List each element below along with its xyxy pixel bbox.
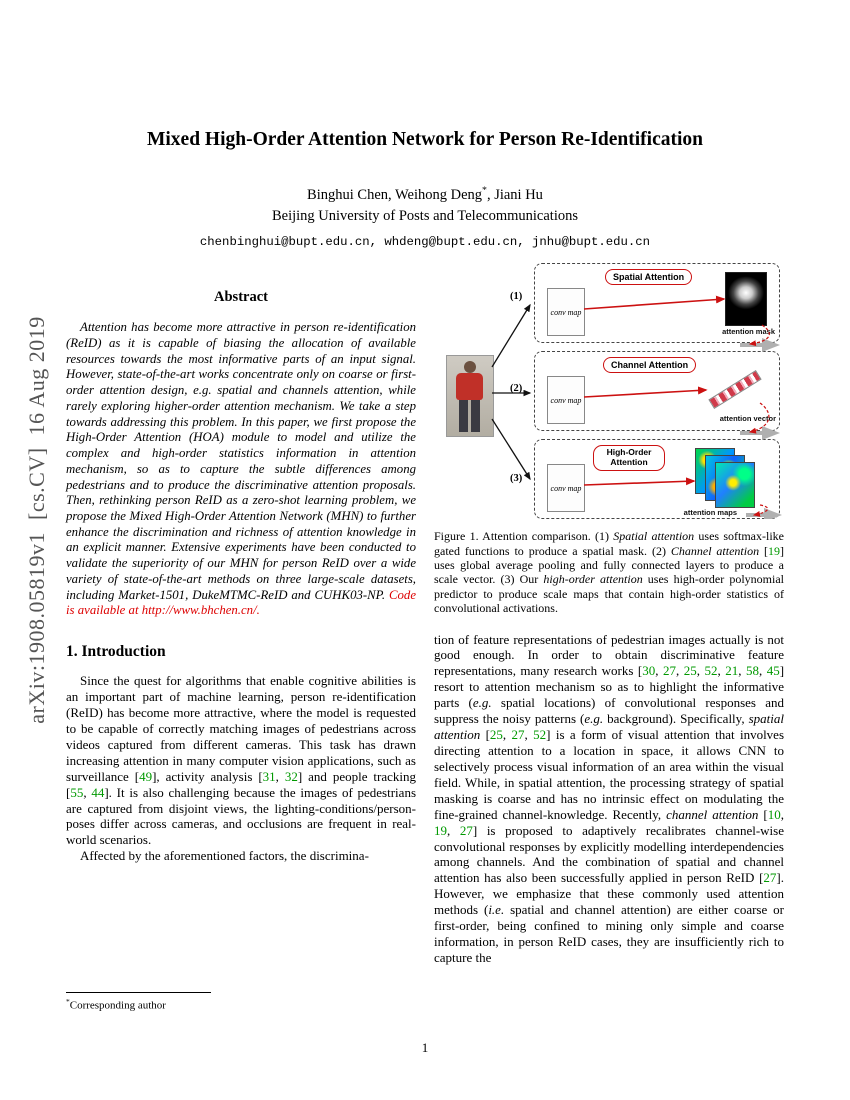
citation-link[interactable]: 10 bbox=[767, 806, 781, 822]
citation-link[interactable]: 45 bbox=[766, 663, 780, 679]
text-segment: , bbox=[675, 663, 684, 679]
panel-number-1: (1) bbox=[510, 291, 523, 303]
citation-link[interactable]: 25 bbox=[683, 663, 697, 679]
attention-vector-image bbox=[708, 370, 761, 409]
citation-link[interactable]: 32 bbox=[284, 768, 298, 784]
text-segment: Corresponding author bbox=[69, 999, 166, 1012]
text-segment: , bbox=[758, 663, 767, 679]
text-segment: ]. It is also challenging because the images of pedestrians are captured from disjoint views, the lighting-conditions/person-poses differ across cameras, and occlusions are frequent in real-world scenarios. bbox=[66, 784, 416, 848]
citation-link[interactable]: 25 bbox=[489, 727, 503, 743]
figure-1-caption bbox=[434, 529, 784, 615]
citation-link[interactable]: 31 bbox=[262, 768, 276, 784]
citation-link[interactable]: 52 bbox=[704, 663, 718, 679]
citation-link[interactable]: 27 bbox=[511, 727, 525, 743]
text-segment: high-order attention bbox=[543, 572, 643, 587]
pedestrian-legs bbox=[459, 400, 480, 432]
text-segment: Figure 1. Attention comparison. (1) bbox=[434, 529, 614, 544]
text-segment: ] is proposed to adaptively recalibrates channel-wise convolutional responses by explicitly modelling interdependencies among channels. And the combination of spatial and channel attention has also been successfully applied in person ReID [ bbox=[434, 822, 784, 886]
citation-link[interactable]: 44 bbox=[91, 784, 105, 800]
text-segment: , Jiani Hu bbox=[486, 187, 543, 204]
high-order-attention-label: High-Order Attention bbox=[593, 445, 665, 471]
text-segment: [ bbox=[480, 727, 490, 743]
citation-link[interactable]: 55 bbox=[70, 784, 84, 800]
text-segment: , bbox=[275, 768, 285, 784]
text-segment: spatial and channel attention) are either coarse or first-order, being confined to mining only simple and coarse information, in person ReID cases, they are insufficiently rich to capture the bbox=[434, 902, 784, 965]
authors-line bbox=[0, 185, 850, 204]
section-heading-introduction: 1. Introduction bbox=[66, 643, 166, 661]
text-segment: , bbox=[524, 727, 534, 743]
citation-link[interactable]: 19 bbox=[434, 822, 447, 838]
conv-map-label: conv map bbox=[550, 307, 582, 317]
text-segment: * bbox=[482, 185, 487, 197]
text-segment: background). Specifically, bbox=[603, 711, 749, 727]
affiliation-line: Beijing University of Posts and Telecommunications bbox=[271, 208, 578, 225]
text-segment: channel attention bbox=[666, 806, 759, 822]
paper-header bbox=[0, 0, 850, 249]
citation-link[interactable]: 21 bbox=[725, 663, 739, 679]
text-segment: , bbox=[696, 663, 705, 679]
text-segment: , bbox=[655, 663, 663, 679]
text-segment: , bbox=[717, 663, 726, 679]
right-column bbox=[434, 263, 784, 966]
text-segment: e.g. bbox=[584, 711, 604, 727]
text-segment: * bbox=[66, 996, 70, 1006]
citation-link[interactable]: 52 bbox=[533, 727, 547, 743]
footnote-rule bbox=[66, 992, 211, 993]
attention-vector-caption: attention vector bbox=[719, 414, 776, 424]
panel-number-3: (3) bbox=[510, 473, 523, 485]
figure-1 bbox=[434, 263, 784, 615]
attention-mask-image bbox=[725, 272, 767, 326]
citation-link[interactable]: 27 bbox=[763, 870, 777, 886]
text-segment: i.e. bbox=[488, 902, 505, 918]
citation-link[interactable]: 19 bbox=[768, 543, 780, 558]
text-segment: ] and people tracking [ bbox=[66, 768, 417, 800]
text-segment: , bbox=[502, 727, 512, 743]
text-segment: [ bbox=[759, 543, 768, 558]
citation-link[interactable]: 30 bbox=[642, 663, 656, 679]
page-number: 1 bbox=[421, 1040, 429, 1055]
abstract-heading: Abstract bbox=[214, 289, 268, 306]
conv-map-label: conv map bbox=[550, 483, 582, 493]
text-segment: ], activity analysis [ bbox=[152, 768, 263, 784]
pedestrian-shirt bbox=[456, 373, 483, 400]
text-segment: Spatial attention bbox=[613, 529, 695, 544]
channel-attention-panel bbox=[534, 351, 780, 431]
text-segment: uses high-order polynomial predictor to produce scale maps that contain high-order statistics of convolutional activations. bbox=[434, 572, 784, 616]
panel-number-2: (2) bbox=[510, 383, 523, 395]
pedestrian-photo bbox=[446, 355, 494, 437]
footnote bbox=[66, 978, 416, 1012]
attention-maps-caption: attention maps bbox=[683, 508, 737, 518]
two-column-body bbox=[0, 263, 850, 1011]
conv-map-stack bbox=[547, 288, 585, 336]
text-segment: Since the quest for algorithms that enable cognitive abilities is an important part of machine learning, person re-identification (ReID) has become more attractive, where the model is requested to be capable of correctly matching images of pedestrians across videos captured from different cameras. This task has drawn increasing attention in many computer vision applications, such as surveillance [ bbox=[66, 673, 416, 784]
text-segment: , bbox=[738, 663, 746, 679]
intro-paragraph-1 bbox=[66, 673, 416, 848]
left-column bbox=[66, 263, 416, 1011]
conv-map-stack bbox=[547, 376, 585, 424]
text-segment: uses softmax-like gated functions to produce a spatial mask. (2) bbox=[434, 529, 784, 558]
citation-link[interactable]: 49 bbox=[139, 768, 153, 784]
conv-map-label: conv map bbox=[550, 395, 582, 405]
text-segment: Attention has become more attractive in person re-identification (ReID) as it is capable of biasing the allocation of available resources towards the most informative parts of an input signal. However, state-of-the-art works concentrate only on coarse or first-order attention design, e.g. spatial and channels attention, while rarely exploring higher-order attention mechanism. We take a step towards addressing this problem. In this paper, we first propose the High-Order Attention (HOA) module to model and utilize the complex and high-order statistics information in attention mechanism, so as to capture the subtle differences among pedestrians and to produce the discriminative attention proposals. Then, rethinking person ReID as a zero-shot learning problem, we propose the Mixed High-Order Attention Network (MHN) to further enhance the discrimination and richness of attention knowledge in an explicit manner. Extensive experiments have been conducted to validate the superiority of our MHN for person ReID over a wide variety of state-of-the-art methods on three large-scale datasets, including Market-1501, DukeMTMC-ReID and CUHK03-NP. bbox=[66, 320, 416, 602]
spatial-attention-panel bbox=[534, 263, 780, 343]
channel-attention-label: Channel Attention bbox=[603, 357, 696, 373]
spatial-attention-label: Spatial Attention bbox=[605, 269, 692, 285]
paper-title: Mixed High-Order Attention Network for Person Re-Identification bbox=[146, 129, 704, 150]
text-segment: e.g. bbox=[472, 695, 492, 711]
footnote-text bbox=[66, 997, 416, 1012]
attention-comparison-diagram bbox=[434, 263, 784, 519]
code-url-link[interactable]: Code is available at http://www.bhchen.cn/. bbox=[66, 587, 416, 618]
conv-map-stack bbox=[547, 464, 585, 512]
text-segment: spatial attention bbox=[434, 711, 784, 743]
text-segment: , bbox=[447, 822, 460, 838]
arxiv-watermark: arXiv:1908.05819v1 [cs.CV] 16 Aug 2019 bbox=[24, 316, 49, 724]
text-segment: spatial locations) of convolutional responses and suppress the noisy patterns ( bbox=[434, 695, 784, 727]
text-segment: ]. However, we emphasize that these commonly used attention methods ( bbox=[434, 870, 784, 918]
text-segment: , bbox=[780, 806, 784, 822]
right-column-paragraph bbox=[434, 632, 784, 966]
text-segment: Channel attention bbox=[670, 543, 760, 558]
text-segment: , bbox=[83, 784, 92, 800]
pedestrian-head bbox=[464, 361, 476, 373]
citation-link[interactable]: 27 bbox=[459, 822, 473, 838]
attention-mask-caption: attention mask bbox=[722, 327, 775, 337]
intro-paragraph-2: Affected by the aforementioned factors, the discrimina- bbox=[80, 848, 369, 864]
citation-link[interactable]: 58 bbox=[745, 663, 759, 679]
attention-map-image bbox=[715, 462, 755, 508]
text-segment: ] resort to attention mechanism so as to highlight the informative parts ( bbox=[434, 663, 785, 711]
citation-link[interactable]: 27 bbox=[662, 663, 676, 679]
abstract-text bbox=[66, 320, 416, 619]
author-emails: chenbinghui@bupt.edu.cn, whdeng@bupt.edu.cn, jnhu@bupt.edu.cn bbox=[199, 235, 651, 250]
text-segment: ] is a form of visual attention that involves directing attention to a location in space, it allows CNN to selectively process visual information of an area within the visual field. While, in spatial attention, the processing strategy of spatial masking is coarse and has no intrinsic effect on modulating the fine-grained channel-knowledge. Recently, bbox=[434, 727, 785, 822]
text-segment: tion of feature representations of pedestrian images actually is not good enough. In order to obtain discriminative feature representations, many research works [ bbox=[434, 631, 784, 679]
high-order-attention-panel bbox=[534, 439, 780, 519]
text-segment: ] uses global average pooling and fully connected layers to produce a scale vector. (3) Our bbox=[434, 543, 784, 587]
text-segment: Binghui Chen, Weihong Deng bbox=[307, 187, 483, 204]
text-segment: [ bbox=[758, 806, 768, 822]
